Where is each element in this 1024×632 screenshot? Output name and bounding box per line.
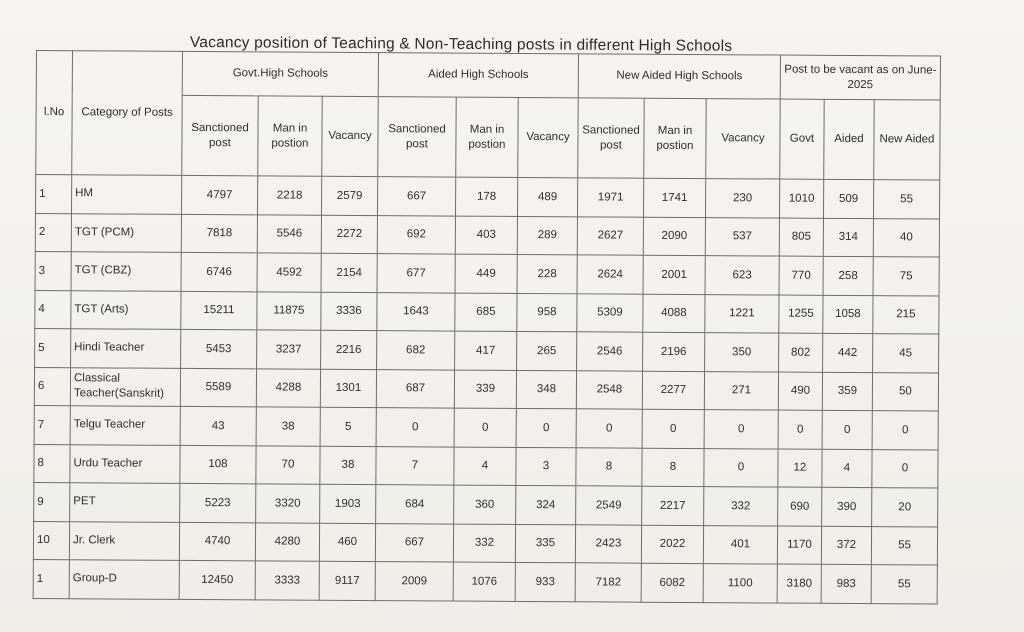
category-cell: Hindi Teacher bbox=[71, 329, 181, 368]
new-aided-sanctioned-cell: 5309 bbox=[577, 293, 643, 332]
vacant-aided-cell: 442 bbox=[823, 333, 873, 372]
sl-no-cell: 8 bbox=[34, 444, 70, 483]
govt-sanctioned-cell: 7818 bbox=[181, 214, 257, 253]
govt-vacancy-cell: 2579 bbox=[321, 176, 377, 215]
aided-sanctioned-cell: 692 bbox=[377, 215, 455, 254]
vacant-new-aided-cell: 55 bbox=[871, 526, 937, 565]
header-new-aided-high-schools: New Aided High Schools bbox=[578, 54, 780, 99]
aided-man-in-position-cell: 332 bbox=[453, 524, 515, 563]
new-aided-sanctioned-cell: 8 bbox=[576, 447, 642, 486]
new-aided-sanctioned-cell: 2627 bbox=[577, 216, 643, 255]
govt-sanctioned-cell: 4740 bbox=[179, 522, 255, 561]
govt-vacancy-cell: 460 bbox=[319, 523, 375, 562]
vacant-govt-cell: 770 bbox=[779, 256, 823, 295]
govt-vacancy-cell: 5 bbox=[320, 407, 376, 446]
sl-no-cell: 1 bbox=[33, 559, 69, 598]
aided-man-in-position-cell: 449 bbox=[455, 254, 517, 293]
new-aided-man-in-position-cell: 4088 bbox=[643, 294, 705, 333]
govt-man-in-position-cell: 4280 bbox=[255, 522, 319, 561]
sl-no-cell: 6 bbox=[34, 367, 70, 406]
sl-no-cell: 5 bbox=[35, 328, 71, 367]
new-aided-man-in-position-cell: 2090 bbox=[643, 217, 705, 256]
header-new-aided-man-in-position: Man in postion bbox=[644, 98, 706, 178]
govt-sanctioned-cell: 4797 bbox=[182, 175, 258, 214]
new-aided-vacancy-cell: 401 bbox=[703, 525, 777, 564]
aided-man-in-position-cell: 339 bbox=[454, 370, 516, 409]
new-aided-sanctioned-cell: 2549 bbox=[576, 486, 642, 525]
new-aided-sanctioned-cell: 2546 bbox=[577, 332, 643, 371]
govt-man-in-position-cell: 38 bbox=[256, 407, 320, 446]
govt-man-in-position-cell: 3333 bbox=[255, 561, 319, 600]
header-aided-sanctioned: Sanctioned post bbox=[378, 97, 456, 177]
category-cell: Jr. Clerk bbox=[69, 521, 179, 560]
new-aided-vacancy-cell: 0 bbox=[704, 448, 778, 487]
vacant-govt-cell: 802 bbox=[779, 333, 823, 372]
vacant-aided-cell: 1058 bbox=[823, 295, 873, 334]
sl-no-cell: 9 bbox=[34, 482, 70, 521]
table-row bbox=[34, 482, 938, 526]
vacant-govt-cell: 0 bbox=[778, 410, 822, 449]
sl-no-cell: 3 bbox=[35, 251, 71, 290]
aided-vacancy-cell: 958 bbox=[517, 293, 577, 332]
vacant-govt-cell: 3180 bbox=[777, 564, 821, 603]
sl-no-cell: 1 bbox=[36, 175, 72, 214]
table-body bbox=[33, 175, 940, 604]
govt-vacancy-cell: 2154 bbox=[321, 253, 377, 292]
header-sl-no: l.No bbox=[36, 51, 73, 175]
header-aided-vacancy: Vacancy bbox=[518, 97, 578, 177]
govt-sanctioned-cell: 108 bbox=[180, 445, 256, 484]
table-row bbox=[34, 405, 938, 449]
vacant-new-aided-cell: 50 bbox=[872, 372, 938, 411]
vacant-aided-cell: 359 bbox=[822, 372, 872, 411]
vacant-new-aided-cell: 55 bbox=[873, 180, 939, 219]
aided-sanctioned-cell: 2009 bbox=[375, 562, 453, 601]
aided-vacancy-cell: 265 bbox=[517, 331, 577, 370]
aided-vacancy-cell: 489 bbox=[517, 177, 577, 216]
vacant-new-aided-cell: 215 bbox=[873, 295, 939, 334]
new-aided-vacancy-cell: 537 bbox=[705, 217, 779, 256]
aided-vacancy-cell: 335 bbox=[515, 524, 575, 563]
aided-man-in-position-cell: 0 bbox=[454, 408, 516, 447]
new-aided-vacancy-cell: 350 bbox=[705, 333, 779, 372]
header-category: Category of Posts bbox=[72, 51, 183, 176]
header-post-to-be-vacant: Post to be vacant as on June-2025 bbox=[780, 55, 940, 100]
sl-no-cell: 4 bbox=[35, 290, 71, 329]
header-vacant-govt: Govt bbox=[780, 99, 824, 179]
new-aided-man-in-position-cell: 2001 bbox=[643, 255, 705, 294]
new-aided-man-in-position-cell: 2277 bbox=[642, 371, 704, 410]
vacant-aided-cell: 372 bbox=[821, 526, 871, 565]
govt-sanctioned-cell: 5223 bbox=[180, 483, 256, 522]
govt-vacancy-cell: 9117 bbox=[319, 561, 375, 600]
govt-vacancy-cell: 1903 bbox=[320, 484, 376, 523]
aided-sanctioned-cell: 0 bbox=[376, 408, 454, 447]
vacant-govt-cell: 1010 bbox=[779, 179, 823, 218]
aided-vacancy-cell: 0 bbox=[516, 408, 576, 447]
sl-no-cell: 10 bbox=[33, 521, 69, 560]
govt-sanctioned-cell: 15211 bbox=[181, 291, 257, 330]
vacant-aided-cell: 983 bbox=[821, 564, 871, 603]
govt-man-in-position-cell: 11875 bbox=[257, 291, 321, 330]
header-aided-high-schools: Aided High Schools bbox=[378, 53, 578, 98]
document-title: Vacancy position of Teaching & Non-Teaching posts in different High Schools bbox=[189, 34, 733, 55]
new-aided-vacancy-cell: 623 bbox=[705, 256, 779, 295]
aided-vacancy-cell: 348 bbox=[516, 370, 576, 409]
aided-vacancy-cell: 289 bbox=[517, 216, 577, 255]
vacant-aided-cell: 390 bbox=[822, 487, 872, 526]
vacant-aided-cell: 258 bbox=[823, 256, 873, 295]
vacant-aided-cell: 0 bbox=[822, 410, 872, 449]
aided-sanctioned-cell: 687 bbox=[376, 369, 454, 408]
category-cell: TGT (Arts) bbox=[71, 290, 181, 329]
aided-sanctioned-cell: 667 bbox=[375, 523, 453, 562]
govt-man-in-position-cell: 70 bbox=[256, 445, 320, 484]
category-cell: PET bbox=[70, 483, 180, 522]
header-new-aided-sanctioned: Sanctioned post bbox=[578, 98, 644, 178]
aided-sanctioned-cell: 682 bbox=[377, 331, 455, 370]
vacant-govt-cell: 805 bbox=[779, 218, 823, 257]
new-aided-man-in-position-cell: 2022 bbox=[641, 525, 703, 564]
govt-man-in-position-cell: 2218 bbox=[258, 176, 322, 215]
new-aided-vacancy-cell: 271 bbox=[704, 371, 778, 410]
vacancy-table bbox=[33, 50, 941, 604]
header-vacant-new-aided: New Aided bbox=[874, 100, 940, 180]
vacant-new-aided-cell: 45 bbox=[873, 334, 939, 373]
govt-sanctioned-cell: 5589 bbox=[180, 368, 256, 407]
govt-sanctioned-cell: 6746 bbox=[181, 252, 257, 291]
vacant-govt-cell: 690 bbox=[778, 487, 822, 526]
govt-man-in-position-cell: 4288 bbox=[256, 368, 320, 407]
aided-sanctioned-cell: 7 bbox=[376, 446, 454, 485]
header-row-groups bbox=[36, 51, 940, 101]
new-aided-vacancy-cell: 1221 bbox=[705, 294, 779, 333]
category-cell: Urdu Teacher bbox=[70, 444, 180, 483]
table-row bbox=[35, 251, 939, 295]
new-aided-sanctioned-cell: 2548 bbox=[576, 370, 642, 409]
category-cell: Group-D bbox=[69, 560, 179, 599]
new-aided-vacancy-cell: 230 bbox=[705, 179, 779, 218]
aided-vacancy-cell: 3 bbox=[516, 447, 576, 486]
vacant-govt-cell: 490 bbox=[778, 372, 822, 411]
vacant-new-aided-cell: 0 bbox=[872, 411, 938, 450]
govt-sanctioned-cell: 12450 bbox=[179, 560, 255, 599]
aided-man-in-position-cell: 360 bbox=[454, 485, 516, 524]
aided-vacancy-cell: 228 bbox=[517, 254, 577, 293]
govt-vacancy-cell: 3336 bbox=[321, 292, 377, 331]
govt-man-in-position-cell: 3320 bbox=[256, 484, 320, 523]
vacant-new-aided-cell: 55 bbox=[871, 565, 937, 604]
aided-vacancy-cell: 933 bbox=[515, 562, 575, 601]
new-aided-sanctioned-cell: 2624 bbox=[577, 255, 643, 294]
new-aided-vacancy-cell: 332 bbox=[704, 487, 778, 526]
table-row bbox=[33, 559, 937, 603]
new-aided-man-in-position-cell: 8 bbox=[642, 448, 704, 487]
aided-man-in-position-cell: 685 bbox=[455, 293, 517, 332]
new-aided-man-in-position-cell: 1741 bbox=[643, 178, 705, 217]
header-govt-sanctioned: Sanctioned post bbox=[182, 95, 258, 175]
new-aided-sanctioned-cell: 7182 bbox=[575, 563, 641, 602]
aided-man-in-position-cell: 178 bbox=[455, 177, 517, 216]
table-row bbox=[35, 290, 939, 334]
aided-man-in-position-cell: 403 bbox=[455, 216, 517, 255]
govt-man-in-position-cell: 5546 bbox=[257, 214, 321, 253]
aided-man-in-position-cell: 1076 bbox=[453, 562, 515, 601]
govt-man-in-position-cell: 3237 bbox=[257, 330, 321, 369]
vacant-new-aided-cell: 0 bbox=[872, 449, 938, 488]
new-aided-sanctioned-cell: 1971 bbox=[577, 178, 643, 217]
govt-sanctioned-cell: 5453 bbox=[181, 329, 257, 368]
govt-man-in-position-cell: 4592 bbox=[257, 253, 321, 292]
category-cell: HM bbox=[72, 175, 182, 214]
aided-man-in-position-cell: 4 bbox=[454, 447, 516, 486]
header-vacant-aided: Aided bbox=[824, 99, 874, 179]
category-cell: Telgu Teacher bbox=[70, 406, 180, 445]
sl-no-cell: 7 bbox=[34, 405, 70, 444]
vacant-aided-cell: 4 bbox=[822, 449, 872, 488]
new-aided-vacancy-cell: 0 bbox=[704, 410, 778, 449]
vacant-new-aided-cell: 40 bbox=[873, 218, 939, 257]
vacant-aided-cell: 509 bbox=[823, 179, 873, 218]
table-row bbox=[34, 444, 938, 488]
header-aided-man-in-position: Man in postion bbox=[456, 97, 518, 177]
category-cell: TGT (CBZ) bbox=[71, 252, 181, 291]
category-cell: TGT (PCM) bbox=[71, 213, 181, 252]
header-new-aided-vacancy: Vacancy bbox=[706, 99, 780, 179]
vacant-new-aided-cell: 20 bbox=[872, 488, 938, 527]
new-aided-sanctioned-cell: 2423 bbox=[575, 524, 641, 563]
new-aided-man-in-position-cell: 0 bbox=[642, 409, 704, 448]
govt-vacancy-cell: 38 bbox=[320, 446, 376, 485]
vacant-govt-cell: 1170 bbox=[777, 526, 821, 565]
vacant-new-aided-cell: 75 bbox=[873, 257, 939, 296]
new-aided-vacancy-cell: 1100 bbox=[703, 564, 777, 603]
table-row bbox=[33, 521, 937, 565]
aided-vacancy-cell: 324 bbox=[516, 485, 576, 524]
table-row bbox=[36, 175, 940, 219]
table-row bbox=[34, 367, 938, 411]
new-aided-man-in-position-cell: 2196 bbox=[643, 332, 705, 371]
vacant-govt-cell: 12 bbox=[778, 449, 822, 488]
vacancy-table-container bbox=[33, 50, 941, 604]
govt-vacancy-cell: 1301 bbox=[320, 369, 376, 408]
sl-no-cell: 2 bbox=[35, 213, 71, 252]
aided-sanctioned-cell: 684 bbox=[376, 485, 454, 524]
vacant-govt-cell: 1255 bbox=[779, 295, 823, 334]
govt-vacancy-cell: 2272 bbox=[321, 215, 377, 254]
aided-man-in-position-cell: 417 bbox=[455, 331, 517, 370]
vacant-aided-cell: 314 bbox=[823, 218, 873, 257]
aided-sanctioned-cell: 677 bbox=[377, 254, 455, 293]
aided-sanctioned-cell: 1643 bbox=[377, 292, 455, 331]
new-aided-sanctioned-cell: 0 bbox=[576, 409, 642, 448]
govt-vacancy-cell: 2216 bbox=[321, 330, 377, 369]
header-govt-high-schools: Govt.High Schools bbox=[182, 51, 378, 96]
govt-sanctioned-cell: 43 bbox=[180, 406, 256, 445]
header-govt-man-in-position: Man in postion bbox=[258, 96, 322, 176]
table-row bbox=[35, 213, 939, 257]
new-aided-man-in-position-cell: 2217 bbox=[642, 486, 704, 525]
new-aided-man-in-position-cell: 6082 bbox=[641, 563, 703, 602]
aided-sanctioned-cell: 667 bbox=[377, 177, 455, 216]
table-row bbox=[35, 328, 939, 372]
header-govt-vacancy: Vacancy bbox=[322, 96, 378, 176]
category-cell: Classical Teacher(Sanskrit) bbox=[70, 367, 180, 406]
